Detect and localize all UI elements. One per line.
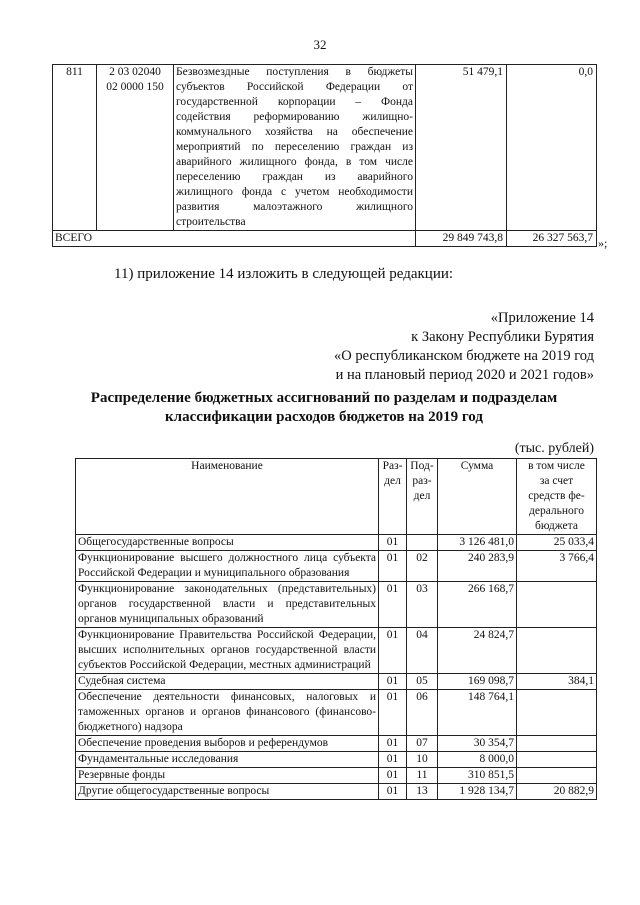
row-podrazdel-cell: 05: [407, 674, 438, 690]
budget-allocation-table: [75, 458, 597, 800]
total-label: ВСЕГО: [53, 231, 416, 247]
row-name-cell: Другие общегосударственные вопросы: [76, 784, 379, 800]
page-number: 32: [313, 37, 327, 52]
row-name-cell: Функционирование высшего должностного лица субъекта Российской Федерации и муниципального образования: [76, 551, 379, 582]
revenue-code-line: 02 0000 150: [106, 81, 164, 93]
title-line: Распределение бюджетных ассигнований по разделам и подразделам: [90, 390, 558, 406]
row-podrazdel-cell: [407, 535, 438, 551]
amendment-paragraph: 11) приложение 14 изложить в следующей редакции:: [114, 266, 454, 282]
row-razdel-cell: 01: [379, 674, 407, 690]
table-body: [76, 535, 597, 800]
row-razdel-cell: 01: [379, 736, 407, 752]
row-sum-cell: 148 764,1: [438, 690, 517, 736]
row-name-cell: Функционирование законодательных (представительных) органов государственной власти и представительных органов муниципальных образований: [76, 582, 379, 628]
revenue-code-cell: [97, 65, 174, 231]
header-federal: в том числе за счет средств фе- дерального бюджета: [517, 459, 597, 535]
row-razdel-cell: 01: [379, 551, 407, 582]
table-row: [76, 551, 597, 582]
row-federal-cell: [517, 582, 597, 628]
header-summa: Сумма: [438, 459, 517, 535]
row-razdel-cell: 01: [379, 752, 407, 768]
row-sum-cell: 169 098,7: [438, 674, 517, 690]
row-federal-cell: [517, 736, 597, 752]
total-row: [53, 231, 597, 247]
row-podrazdel-cell: 10: [407, 752, 438, 768]
table-row: [76, 768, 597, 784]
row-sum-cell: 3 126 481,0: [438, 535, 517, 551]
row-podrazdel-cell: 06: [407, 690, 438, 736]
admin-code-cell: 811: [53, 65, 97, 231]
table-row: [53, 65, 597, 231]
row-razdel-cell: 01: [379, 535, 407, 551]
row-podrazdel-cell: 04: [407, 628, 438, 674]
row-federal-cell: [517, 768, 597, 784]
row-federal-cell: [517, 752, 597, 768]
appendix-header: [334, 309, 594, 385]
table-row: [76, 582, 597, 628]
row-federal-cell: 3 766,4: [517, 551, 597, 582]
row-sum-cell: 24 824,7: [438, 628, 517, 674]
row-federal-cell: 20 882,9: [517, 784, 597, 800]
header-name: Наименование: [76, 459, 379, 535]
row-podrazdel-cell: 02: [407, 551, 438, 582]
row-sum-cell: 8 000,0: [438, 752, 517, 768]
revenue-name-cell: Безвозмездные поступления в бюджеты субъектов Российской Федерации от государственной корпорации – Фонда содействия реформированию жилищно-коммунального хозяйства на обеспечение мероприятий по переселению граждан из аварийного жилищного фонда, в том числе переселению граждан из аварийного жилищного фонда с учетом необходимости развития малоэтажного жилищного строительства: [174, 65, 416, 231]
row-razdel-cell: 01: [379, 690, 407, 736]
row-sum-cell: 266 168,7: [438, 582, 517, 628]
total-sum-2020: 29 849 743,8: [416, 231, 507, 247]
row-federal-cell: [517, 690, 597, 736]
appendix-line: и на плановый период 2020 и 2021 годов»: [335, 367, 594, 383]
row-sum-cell: 240 283,9: [438, 551, 517, 582]
row-sum-cell: 1 928 134,7: [438, 784, 517, 800]
table-row: [76, 752, 597, 768]
header-podrazdel: Под- раз- дел: [407, 459, 438, 535]
row-name-cell: Резервные фонды: [76, 768, 379, 784]
units-label: (тыс. рублей): [514, 441, 594, 456]
table-row: [76, 690, 597, 736]
row-razdel-cell: 01: [379, 768, 407, 784]
row-name-cell: Обеспечение проведения выборов и референдумов: [76, 736, 379, 752]
sum-2020-cell: 51 479,1: [416, 65, 507, 231]
title-line: классификации расходов бюджетов на 2019 год: [165, 409, 483, 425]
row-podrazdel-cell: 13: [407, 784, 438, 800]
row-podrazdel-cell: 07: [407, 736, 438, 752]
table-row: [76, 628, 597, 674]
row-name-cell: Общегосударственные вопросы: [76, 535, 379, 551]
table-row: [76, 535, 597, 551]
total-sum-2021: 26 327 563,7: [507, 231, 597, 247]
closing-quote: »;: [598, 236, 608, 250]
row-sum-cell: 30 354,7: [438, 736, 517, 752]
row-name-cell: Обеспечение деятельности финансовых, налоговых и таможенных органов и органов финансового (финансово-бюджетного) надзора: [76, 690, 379, 736]
row-federal-cell: [517, 628, 597, 674]
document-title: [52, 389, 596, 427]
row-razdel-cell: 01: [379, 582, 407, 628]
row-name-cell: Функционирование Правительства Российской Федерации, высших исполнительных органов государственной власти субъектов Российской Федерации, местных администраций: [76, 628, 379, 674]
row-name-cell: Фундаментальные исследования: [76, 752, 379, 768]
row-federal-cell: 25 033,4: [517, 535, 597, 551]
appendix-line: «О республиканском бюджете на 2019 год: [334, 348, 594, 364]
row-razdel-cell: 01: [379, 628, 407, 674]
row-razdel-cell: 01: [379, 784, 407, 800]
row-name-cell: Судебная система: [76, 674, 379, 690]
row-podrazdel-cell: 03: [407, 582, 438, 628]
sum-2021-cell: 0,0: [507, 65, 597, 231]
revenue-code-line: 2 03 02040: [109, 66, 161, 78]
appendix-line: к Закону Республики Бурятия: [411, 329, 594, 345]
header-razdel: Раз- дел: [379, 459, 407, 535]
table-row: [76, 784, 597, 800]
table-header-row: [76, 459, 597, 535]
table-row: [76, 736, 597, 752]
table-row: [76, 674, 597, 690]
row-podrazdel-cell: 11: [407, 768, 438, 784]
appendix-line: «Приложение 14: [490, 310, 594, 326]
revenue-table-fragment: [52, 64, 597, 247]
row-sum-cell: 310 851,5: [438, 768, 517, 784]
row-federal-cell: 384,1: [517, 674, 597, 690]
